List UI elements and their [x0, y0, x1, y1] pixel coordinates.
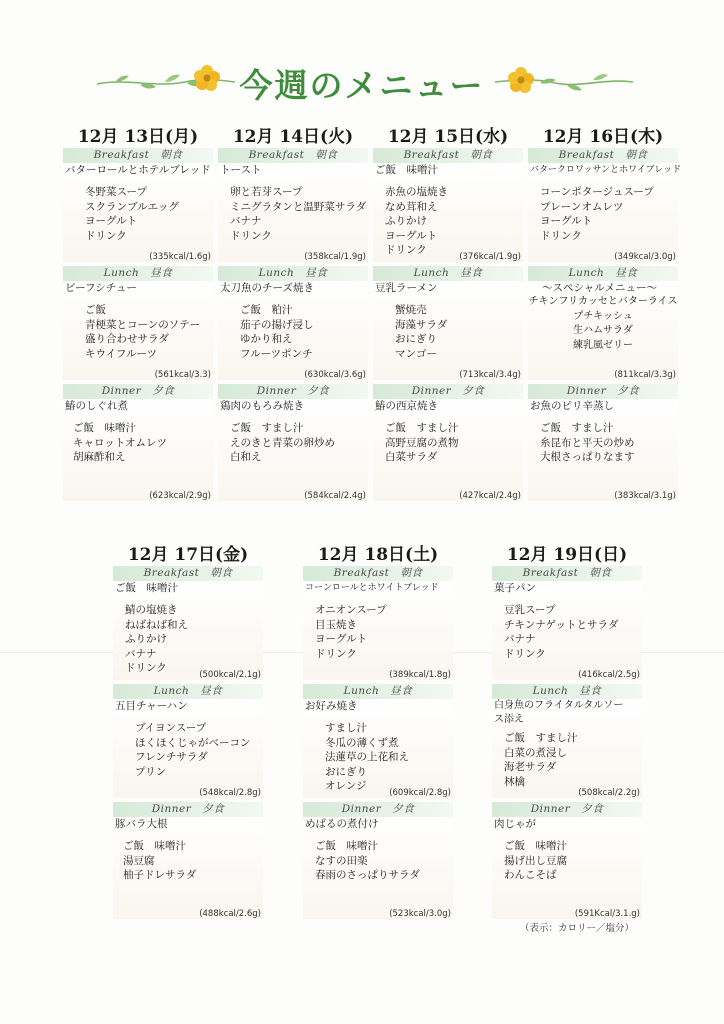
day-column-fri: [113, 544, 263, 919]
side-dish: 豆乳スープ: [504, 604, 556, 616]
calorie-salt-info: (508kcal/2.2g): [578, 788, 640, 798]
main-dish: コーンロールとホワイトブレッド: [305, 583, 439, 593]
side-dish: バナナ: [504, 633, 536, 645]
meal-label-lunch: Lunch 昼食: [63, 266, 213, 281]
side-dish: ドリンク: [504, 647, 546, 660]
meal-body: [63, 163, 213, 262]
meal-breakfast: [492, 566, 642, 680]
meal-label-lunch: Lunch 昼食: [492, 684, 642, 699]
meal-label-breakfast: Breakfast 朝食: [218, 148, 368, 163]
day-column-tue: [218, 126, 368, 501]
main-dish: 菓子パン: [494, 582, 536, 594]
meal-body: [492, 699, 642, 798]
main-dish: 肉じゃが: [494, 818, 536, 830]
calorie-salt-info: (383kcal/3.1g): [614, 491, 676, 501]
side-dish: プリン: [135, 765, 167, 778]
side-dish: 白和え: [230, 451, 262, 463]
side-dish: ふりかけ: [385, 215, 427, 227]
side-dish: ご飯 すまし汁: [504, 732, 578, 744]
side-dish-list: [373, 295, 523, 361]
meal-dinner: [492, 802, 642, 919]
side-dish-list: [303, 595, 453, 661]
side-dish: ご飯 すまし汁: [230, 422, 304, 434]
side-dish: 卵と若芽スープ: [230, 186, 303, 198]
calorie-salt-info: (591Kcal/3.1.g): [574, 909, 640, 919]
side-dish: 白菜サラダ: [385, 451, 438, 463]
side-dish: えのきと青菜の卵炒め: [230, 436, 335, 449]
meal-label-breakfast: Breakfast 朝食: [113, 566, 263, 581]
side-dish-list: [492, 831, 642, 883]
meal-lunch: [113, 684, 263, 798]
calorie-salt-info: (416kcal/2.5g): [578, 670, 640, 680]
meal-body: [303, 581, 453, 680]
meal-body: [113, 817, 263, 919]
meal-dinner: [373, 384, 523, 501]
calorie-salt-info: (523kcal/3.0g): [389, 909, 451, 919]
page-title: 今週のメニュー: [239, 66, 485, 105]
side-dish: ご飯 すまし汁: [540, 422, 614, 434]
side-dish: 生ハムサラダ: [573, 325, 633, 336]
side-dish: ドリンク: [540, 229, 582, 242]
side-dish: おにぎり: [395, 333, 437, 345]
meal-label-dinner: Dinner 夕食: [303, 802, 453, 817]
main-dish: 豚バラ大根: [115, 818, 168, 830]
side-dish: ドリンク: [125, 662, 167, 674]
side-dish: チキンナゲットとサラダ: [504, 618, 619, 631]
side-dish: 糸昆布と平天の炒め: [540, 436, 635, 449]
side-dish-list: [303, 713, 453, 794]
meal-body: [373, 163, 523, 262]
side-dish: 青梗菜とコーンのソテー: [85, 318, 201, 331]
side-dish-list: [303, 831, 453, 883]
side-dish: なすの田楽: [315, 854, 368, 867]
side-dish: ヨーグルト: [315, 633, 368, 645]
meal-label-dinner: Dinner 夕食: [373, 384, 523, 399]
side-dish: フルーツポンチ: [240, 347, 313, 360]
side-dish: すまし汁: [325, 722, 367, 734]
calorie-salt-info: (358kcal/1.9g): [304, 252, 366, 262]
calorie-salt-info: (349kcal/3.0g): [614, 252, 676, 262]
side-dish-list: [492, 595, 642, 661]
main-dish: 五目チャーハン: [115, 700, 188, 712]
meal-body: [373, 281, 523, 380]
meal-lunch: [63, 266, 213, 380]
calorie-salt-info: (335kcal/1.6g): [149, 252, 211, 262]
side-dish-list: [492, 727, 642, 789]
meal-body: [218, 399, 368, 501]
meal-dinner: [218, 384, 368, 501]
side-dish: ご飯 すまし汁: [385, 422, 459, 434]
side-dish: ご飯: [85, 304, 106, 316]
meal-breakfast: [528, 148, 682, 262]
meal-body: [63, 399, 213, 501]
side-dish: 冬瓜の薄くず煮: [325, 736, 399, 749]
side-dish-list: [218, 177, 368, 243]
day-column-thu: [528, 126, 682, 501]
side-dish: チキンフリカッセとバターライス: [528, 296, 678, 307]
meal-body: [303, 699, 453, 798]
side-dish-list: [63, 177, 213, 243]
meal-dinner: [303, 802, 453, 919]
meal-label-dinner: Dinner 夕食: [492, 802, 642, 817]
meal-label-lunch: Lunch 昼食: [113, 684, 263, 699]
side-dish: ほくほくじゃがベーコン: [135, 736, 251, 749]
side-dish: ドリンク: [230, 229, 272, 242]
calorie-salt-info: (488kcal/2.6g): [199, 909, 261, 919]
side-dish: マンゴー: [395, 347, 437, 360]
meal-body: [528, 163, 682, 262]
main-dish: お魚のピリ辛蒸し: [530, 400, 614, 412]
side-dish: 湯豆腐: [123, 854, 155, 867]
meal-breakfast: [303, 566, 453, 680]
meal-label-lunch: Lunch 昼食: [218, 266, 368, 281]
side-dish: スクランブルエッグ: [85, 200, 179, 213]
side-dish: ふりかけ: [125, 633, 167, 645]
main-dish: 鰆のしぐれ煮: [65, 400, 128, 412]
side-dish: 茄子の揚げ浸し: [240, 318, 314, 331]
meal-label-breakfast: Breakfast 朝食: [528, 148, 678, 163]
side-dish-list: [113, 831, 263, 883]
main-dish: バターロールとホテルブレッド: [65, 164, 211, 176]
side-dish: 盛り合わせサラダ: [85, 333, 169, 345]
main-dish: めばるの煮付け: [305, 818, 379, 830]
side-dish: ご飯 味噌汁: [315, 840, 378, 852]
meal-dinner: [113, 802, 263, 919]
meal-lunch: [492, 684, 642, 798]
legend-footnote: （表示：カロリー／塩分）: [520, 923, 635, 934]
main-dish: 鰆の西京焼き: [375, 400, 438, 412]
day-column-sat: [303, 544, 453, 919]
side-dish: ドリンク: [85, 229, 127, 242]
side-dish: ご飯 味噌汁: [73, 422, 136, 434]
calorie-salt-info: (500kcal/2.1g): [199, 670, 261, 680]
meal-lunch: [373, 266, 523, 380]
main-dish: 鶏肉のもろみ焼き: [220, 400, 304, 412]
side-dish: キウイフルーツ: [85, 347, 158, 360]
side-dish: 冬野菜スープ: [85, 186, 147, 198]
side-dish: プレーンオムレツ: [540, 200, 624, 213]
meal-breakfast: [113, 566, 263, 680]
main-dish: ご飯 味噌汁: [115, 582, 178, 594]
meal-breakfast: [63, 148, 213, 262]
side-dish-list: [528, 295, 678, 353]
side-dish: 柚子ドレサラダ: [123, 869, 197, 881]
side-dish: ドリンク: [315, 647, 357, 660]
main-dish: お好み焼き: [305, 700, 358, 712]
meal-label-lunch: Lunch 昼食: [528, 266, 678, 281]
meal-body: [218, 281, 368, 380]
side-dish: ご飯 味噌汁: [504, 840, 567, 852]
main-dish: トースト: [220, 164, 262, 176]
side-dish: オニオンスープ: [315, 604, 387, 616]
side-dish-list: [373, 177, 523, 258]
calorie-salt-info: (811kcal/3.3g): [614, 370, 676, 380]
meal-label-breakfast: Breakfast 朝食: [63, 148, 213, 163]
meal-body: [63, 281, 213, 380]
day-heading: 12月 15日(水): [387, 127, 509, 147]
side-dish: 揚げ出し豆腐: [504, 854, 567, 867]
side-dish: ご飯 味噌汁: [123, 840, 186, 852]
calorie-salt-info: (584kcal/2.4g): [304, 491, 366, 501]
main-dish: 太刀魚のチーズ焼き: [220, 282, 314, 294]
meal-body: [113, 699, 263, 798]
side-dish: わんこそば: [504, 869, 557, 881]
day-heading: 12月 13日(月): [77, 127, 199, 147]
main-dish: ビーフシチュー: [65, 282, 137, 294]
meal-body: [492, 817, 642, 919]
day-heading: 12月 19日(日): [506, 545, 628, 565]
meal-label-lunch: Lunch 昼食: [303, 684, 453, 699]
day-column-mon: [63, 126, 213, 501]
meal-label-dinner: Dinner 夕食: [113, 802, 263, 817]
meal-label-dinner: Dinner 夕食: [528, 384, 678, 399]
side-dish: 海藻サラダ: [395, 318, 448, 331]
side-dish: ヨーグルト: [540, 215, 593, 227]
side-dish: ご飯 粕汁: [240, 304, 293, 316]
calorie-salt-info: (376kcal/1.9g): [459, 252, 521, 262]
meal-body: [492, 581, 642, 680]
meal-label-lunch: Lunch 昼食: [373, 266, 523, 281]
calorie-salt-info: (630kcal/3.6g): [304, 370, 366, 380]
meal-body: [373, 399, 523, 501]
day-heading: 12月 14日(火): [232, 127, 354, 147]
side-dish-list: [528, 177, 678, 243]
side-dish: 胡麻酢和え: [73, 451, 126, 463]
side-dish: ドリンク: [385, 244, 427, 256]
meal-lunch: [528, 266, 678, 380]
side-dish: 法蓮草の上花和え: [325, 751, 409, 763]
side-dish: 鯖の塩焼き: [125, 604, 178, 616]
meal-dinner: [528, 384, 678, 501]
side-dish-list: [113, 595, 263, 676]
calorie-salt-info: (389kcal/1.8g): [389, 670, 451, 680]
side-dish: オレンジ: [325, 780, 367, 792]
side-dish: ブイヨンスープ: [135, 722, 207, 734]
meal-lunch: [218, 266, 368, 380]
side-dish: ゆかり和え: [240, 333, 293, 345]
main-dish: ～スペシャルメニュー～: [542, 282, 657, 294]
meal-breakfast: [373, 148, 523, 262]
meal-body: [303, 817, 453, 919]
side-dish-list: [373, 413, 523, 465]
calorie-salt-info: (713kcal/3.4g): [459, 370, 521, 380]
side-dish-list: [63, 295, 213, 361]
meal-label-dinner: Dinner 夕食: [63, 384, 213, 399]
meal-label-breakfast: Breakfast 朝食: [373, 148, 523, 163]
day-heading: 12月 16日(木): [542, 127, 664, 147]
main-dish: ご飯 味噌汁: [375, 164, 438, 176]
side-dish-list: [218, 413, 368, 465]
main-dish: 豆乳ラーメン: [375, 282, 438, 294]
meal-label-breakfast: Breakfast 朝食: [492, 566, 642, 581]
floral-vine-right-icon: [485, 58, 635, 104]
title-banner: [0, 58, 724, 104]
side-dish: 赤魚の塩焼き: [385, 186, 448, 198]
side-dish: 林檎: [504, 775, 525, 788]
meal-label-breakfast: Breakfast 朝食: [303, 566, 453, 581]
calorie-salt-info: (427kcal/2.4g): [459, 491, 521, 501]
side-dish-list: [218, 295, 368, 361]
side-dish: おにぎり: [325, 765, 367, 778]
side-dish: 海老サラダ: [504, 761, 557, 773]
side-dish: バナナ: [125, 647, 157, 660]
meal-body: [113, 581, 263, 680]
side-dish: ヨーグルト: [385, 229, 438, 242]
main-dish: バタークロワッサンとホワイブレッド: [530, 165, 682, 175]
day-column-wed: [373, 126, 523, 501]
side-dish: 蟹焼売: [395, 304, 427, 316]
side-dish: ねばねば和え: [125, 618, 188, 631]
side-dish: なめ茸和え: [385, 200, 438, 213]
meal-body: [218, 163, 368, 262]
side-dish: 白菜の煮浸し: [504, 746, 567, 759]
day-heading: 12月 18日(土): [317, 545, 439, 565]
side-dish-list: [63, 413, 213, 465]
side-dish: フレンチサラダ: [135, 751, 208, 763]
calorie-salt-info: (609kcal/2.8g): [389, 788, 451, 798]
meal-breakfast: [218, 148, 368, 262]
meal-body: [528, 399, 678, 501]
meal-lunch: [303, 684, 453, 798]
day-heading: 12月 17日(金): [127, 545, 249, 565]
side-dish: バナナ: [230, 215, 262, 227]
side-dish: 春雨のさっぱりサラダ: [315, 869, 420, 881]
side-dish: キャロットオムレツ: [73, 436, 167, 449]
side-dish: コーンポタージュスープ: [540, 186, 654, 198]
side-dish: 大根さっぱりなます: [540, 451, 635, 463]
side-dish: ヨーグルト: [85, 215, 138, 227]
calorie-salt-info: (623kcal/2.9g): [149, 491, 211, 501]
side-dish: 練乳風ゼリー: [573, 339, 633, 351]
meal-label-dinner: Dinner 夕食: [218, 384, 368, 399]
side-dish: 高野豆腐の煮物: [385, 436, 459, 449]
meal-dinner: [63, 384, 213, 501]
side-dish: 目玉焼き: [315, 618, 357, 631]
day-column-sun: [492, 544, 642, 919]
side-dish: ミニグラタンと温野菜サラダ: [230, 200, 367, 213]
calorie-salt-info: (561kcal/3.3): [154, 370, 211, 380]
main-dish: 白身魚のフライタルタルソース添え: [494, 700, 624, 725]
side-dish-list: [113, 713, 263, 779]
calorie-salt-info: (548kcal/2.8g): [199, 788, 261, 798]
meal-body: [528, 281, 678, 380]
side-dish-list: [528, 413, 678, 465]
side-dish: プチキッシュ: [573, 310, 633, 322]
